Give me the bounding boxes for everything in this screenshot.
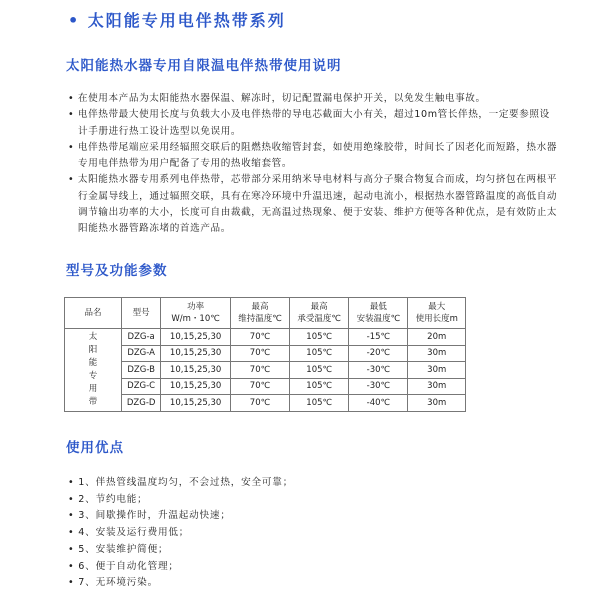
advantage-item: • 6、便于自动化管理； — [68, 560, 179, 572]
advantage-item: • 3、间歇操作时，升温起动快速； — [68, 510, 231, 522]
table-cell: -30℃ — [349, 362, 408, 379]
note-item: • 太阳能热水器专用系列电伴热带，芯带部分采用纳米导电材料与高分子聚合物复合而成，均匀挤包在两根平行金属导线上，通过辐照交联，具有在寒冷环境中升温迅速，起动电流小，根据热水器管路温度的高低自动调节输出功率的大小，长度可自由裁截，无高温过热现象、便于安装、维护方便等各种优点，是有效防止太阳能热水器管路冻堵的首选产品。 — [68, 174, 558, 235]
table-cell: 105℃ — [290, 329, 349, 346]
table-row — [65, 362, 466, 379]
table-cell: 30m — [408, 345, 466, 362]
table-cell: 30m — [408, 378, 466, 395]
table-cell: 10,15,25,30 — [161, 378, 231, 395]
table-header-cell: 最高 承受温度℃ — [290, 298, 349, 329]
table-cell: -40℃ — [349, 395, 408, 412]
table-row — [65, 395, 466, 412]
advantage-item: • 2、节约电能； — [68, 493, 148, 505]
table-cell: DZG-a — [122, 329, 161, 346]
table-header-cell: 最大 使用长度m — [408, 298, 466, 329]
table-cell: 10,15,25,30 — [161, 362, 231, 379]
table-cell: 10,15,25,30 — [161, 329, 231, 346]
table-header-cell: 型号 — [122, 298, 161, 329]
table-cell: 10,15,25,30 — [161, 345, 231, 362]
page-title: • 太阳能专用电伴热带系列 — [68, 11, 286, 30]
advantage-item: • 1、伴热管线温度均匀，不会过热，安全可靠； — [68, 477, 294, 488]
table-cell: 105℃ — [290, 362, 349, 379]
advantage-item: • 4、安装及运行费用低； — [68, 527, 190, 539]
table-header-row — [65, 298, 466, 329]
table-cell: -20℃ — [349, 345, 408, 362]
table-header-cell: 品名 — [65, 298, 122, 329]
advantage-item: • 5、安装维护简便； — [68, 543, 169, 555]
table-header-cell: 最高 维持温度℃ — [230, 298, 289, 329]
table-cell: 10,15,25,30 — [161, 395, 231, 412]
table-cell: 70℃ — [230, 362, 289, 379]
table-cell: DZG-B — [122, 362, 161, 379]
params-heading: 型号及功能参数 — [66, 263, 168, 279]
table-cell: -30℃ — [349, 378, 408, 395]
table-cell: 105℃ — [290, 395, 349, 412]
section-subtitle: 太阳能热水器专用自限温电伴热带使用说明 — [66, 58, 342, 74]
table-cell: 20m — [408, 329, 466, 346]
usage-notes — [68, 91, 558, 238]
table-header-cell: 功率 W/m・10℃ — [161, 298, 231, 329]
table-cell: 70℃ — [230, 378, 289, 395]
advantages-list — [68, 475, 293, 592]
table-cell: 70℃ — [230, 395, 289, 412]
table-cell: DZG-A — [122, 345, 161, 362]
note-item: • 电伴热带尾端应采用经辐照交联后的阻燃热收缩管封套，如使用绝缘胶带，时间长了因老化而短路，热水器专用电伴热带为用户配备了专用的热收缩套管。 — [68, 141, 558, 170]
table-cell: 70℃ — [230, 329, 289, 346]
product-name-cell: 太 阳 能 专 用 带 — [65, 329, 122, 412]
advantage-item: • 7、无环境污染。 — [68, 577, 158, 589]
table-cell: DZG-D — [122, 395, 161, 412]
table-cell: 30m — [408, 362, 466, 379]
table-cell: 30m — [408, 395, 466, 412]
table-cell: 105℃ — [290, 378, 349, 395]
table-row — [65, 329, 466, 346]
table-cell: 70℃ — [230, 345, 289, 362]
params-table — [64, 297, 466, 412]
advantages-heading: 使用优点 — [66, 440, 124, 456]
table-cell: -15℃ — [349, 329, 408, 346]
note-item: • 电伴热带最大使用长度与负载大小及电伴热带的导电芯截面大小有关，超过10m管长伴热，一定要参照设计手册进行热工设计选型以免误用。 — [68, 109, 550, 137]
table-cell: 105℃ — [290, 345, 349, 362]
table-row — [65, 378, 466, 395]
table-cell: DZG-C — [122, 378, 161, 395]
table-header-cell: 最低 安装温度℃ — [349, 298, 408, 329]
note-item: • 在使用本产品为太阳能热水器保温、解冻时，切记配置漏电保护开关，以免发生触电事故。 — [68, 93, 486, 104]
table-row — [65, 345, 466, 362]
